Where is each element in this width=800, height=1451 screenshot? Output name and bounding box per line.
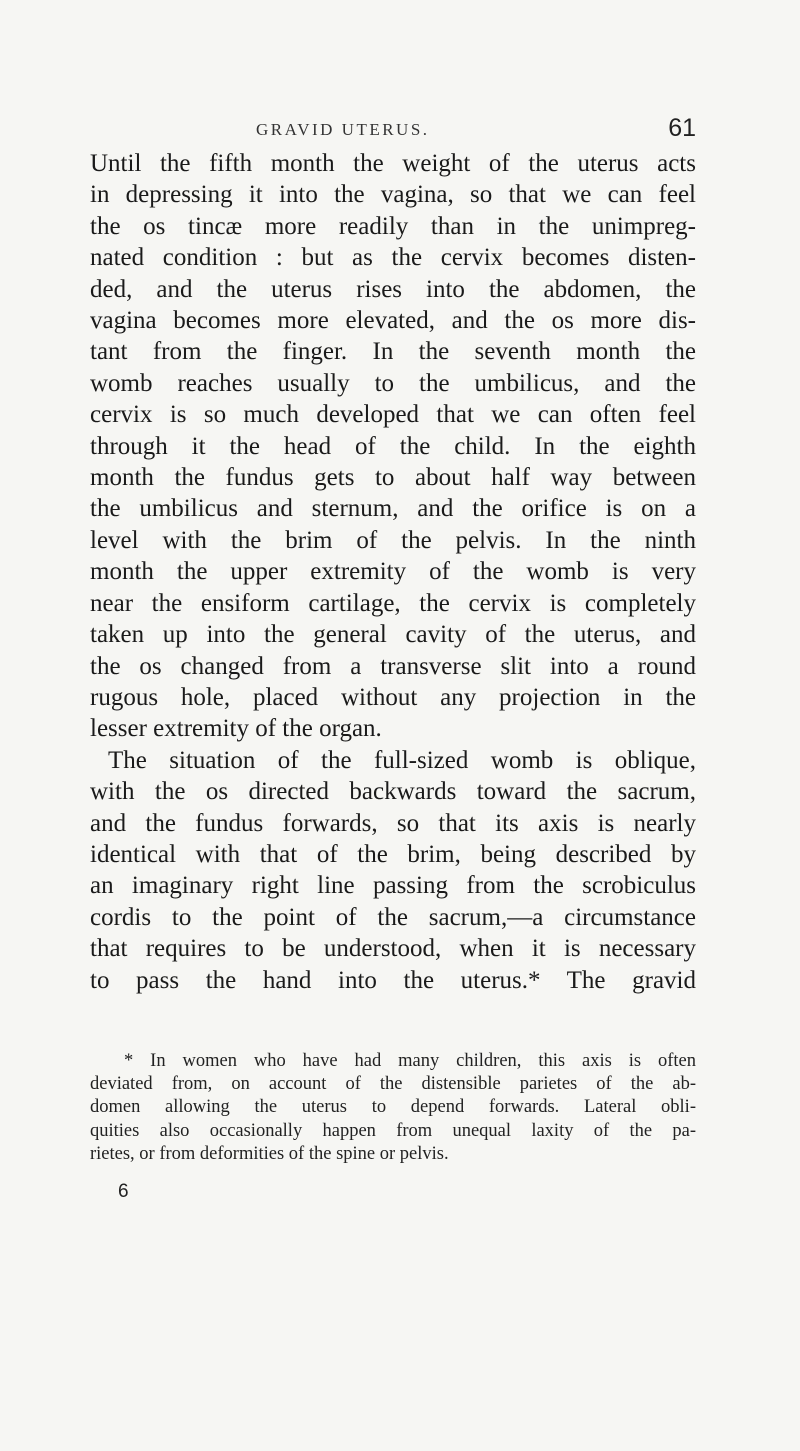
running-head bbox=[256, 114, 696, 143]
text-line: womb reaches usually to the umbilicus, and the bbox=[90, 369, 696, 397]
text-line: identical with that of the brim, being described by bbox=[90, 840, 696, 868]
text-line: taken up into the general cavity of the uterus, and bbox=[90, 621, 696, 649]
text-line: tant from the finger. In the seventh month the bbox=[90, 338, 696, 366]
text-line: cervix is so much developed that we can often feel bbox=[90, 401, 696, 429]
text-line: near the ensiform cartilage, the cervix is completely bbox=[90, 589, 696, 617]
text-line: month the upper extremity of the womb is very bbox=[90, 558, 696, 586]
text-line: the os changed from a transverse slit into a round bbox=[90, 652, 696, 680]
text-line: in depressing it into the vagina, so that we can feel bbox=[90, 181, 696, 209]
footnote-line: rietes, or from deformities of the spine or pelvis. bbox=[90, 1143, 449, 1164]
text-line: with the os directed backwards toward the sacrum, bbox=[90, 778, 696, 806]
text-line: level with the brim of the pelvis. In the ninth bbox=[90, 526, 696, 554]
text-line: the os tincæ more readily than in the unimpreg- bbox=[90, 212, 696, 240]
running-title: GRAVID UTERUS. bbox=[256, 120, 430, 139]
text-line: month the fundus gets to about half way between bbox=[90, 464, 696, 492]
footnote-line: domen allowing the uterus to depend forwards. Lateral obli- bbox=[90, 1097, 696, 1118]
text-line: nated condition : but as the cervix becomes disten- bbox=[90, 244, 696, 272]
footnote-line: deviated from, on account of the distensible parietes of the ab- bbox=[90, 1074, 696, 1095]
body-text bbox=[90, 148, 696, 996]
text-line: vagina becomes more elevated, and the os more dis- bbox=[90, 307, 696, 335]
footnote bbox=[90, 1050, 696, 1166]
text-line: the umbilicus and sternum, and the orifice is on a bbox=[90, 495, 696, 523]
footnote-line: quities also occasionally happen from unequal laxity of the pa- bbox=[90, 1120, 696, 1141]
text-line: The situation of the full-sized womb is oblique, bbox=[108, 746, 696, 774]
text-line: through it the head of the child. In the eighth bbox=[90, 432, 696, 460]
text-line: that requires to be understood, when it is necessary bbox=[90, 935, 696, 963]
signature-mark: 6 bbox=[118, 1181, 129, 1202]
text-line: ded, and the uterus rises into the abdomen, the bbox=[90, 275, 696, 303]
text-line: lesser extremity of the organ. bbox=[90, 715, 382, 743]
text-line: rugous hole, placed without any projection in the bbox=[90, 683, 696, 711]
text-line: and the fundus forwards, so that its axis is nearly bbox=[90, 809, 696, 837]
text-line: to pass the hand into the uterus.* The gravid bbox=[90, 966, 696, 994]
text-line: Until the fifth month the weight of the uterus acts bbox=[90, 150, 696, 177]
page-number: 61 bbox=[668, 114, 696, 142]
footnote-line: * In women who have had many children, this axis is often bbox=[124, 1051, 696, 1071]
text-line: an imaginary right line passing from the scrobiculus bbox=[90, 872, 696, 900]
text-line: cordis to the point of the sacrum,—a circumstance bbox=[90, 903, 696, 931]
